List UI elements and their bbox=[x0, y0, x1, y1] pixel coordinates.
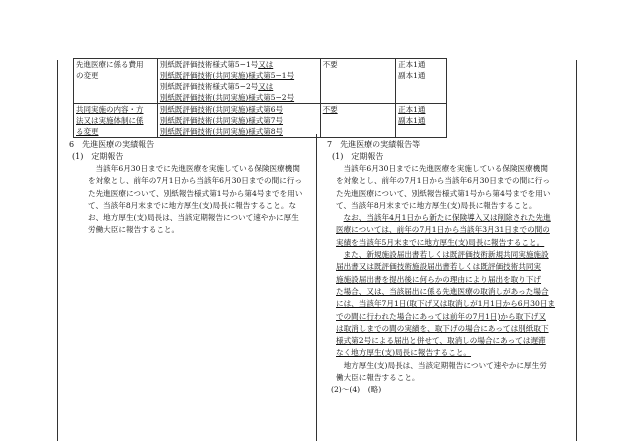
table-cell-line bbox=[160, 81, 318, 92]
right-section-body bbox=[331, 163, 556, 397]
table-cell-line: 不要 bbox=[322, 60, 338, 69]
table-cell-line: 不要 bbox=[322, 105, 338, 114]
form-cell bbox=[157, 104, 320, 138]
body-line: 医療については、前年の7月1日から当該年3月31日までの間の bbox=[336, 225, 550, 235]
table-cell-text: 別紙既評価技術様式第5−2号 bbox=[159, 82, 259, 91]
item-cell bbox=[74, 59, 158, 104]
copies-cell bbox=[396, 104, 447, 138]
body-line: を対象とし、前年の7月1日から当該年6月30日までの間に行っ bbox=[88, 176, 302, 186]
body-line: お、地方厚生(支)局長は、当該定期報告について速やかに厚生 bbox=[88, 213, 299, 223]
right-section-title: 7 先進医療の実績報告等 bbox=[327, 140, 421, 149]
body-line: て、当該年8月末までに地方厚生(支)局長に報告すること。 bbox=[336, 200, 537, 210]
body-line: 施施設届出書を提出後に何らかの理由により届出を取り下げ bbox=[336, 274, 542, 284]
column-divider-right bbox=[576, 60, 577, 441]
body-line: 当該年6月30日までに先進医療を実施している保険医療機関 bbox=[343, 164, 548, 173]
table-row bbox=[74, 59, 447, 104]
body-line: 実績を当該年5月末までに地方厚生(支)局長に報告すること。 bbox=[336, 237, 545, 247]
body-line: た先進医療について、別紙報告様式第1号から第4号までを用い bbox=[336, 188, 551, 198]
body-line: なお、当該年4月1日から新たに保険導入又は削除された先進 bbox=[343, 213, 551, 223]
body-line: なく地方厚生(支)局長に報告すること。 bbox=[336, 348, 472, 358]
body-line: 様式第2号による届出と併せて、取消しの場合にあっては遅滞 bbox=[336, 336, 546, 346]
table-cell-line: 先進医療に係る費用 bbox=[76, 60, 144, 69]
body-line: 当該年6月30日までに先進医療を実施している保険医療機関 bbox=[95, 164, 300, 173]
copies-cell bbox=[396, 59, 447, 104]
body-line: は取消しまでの間の実績を、取下げの場合にあっては別紙取下 bbox=[336, 323, 549, 333]
table-cell-line: 別紙既評価技術(共同実施)様式第6号 bbox=[159, 105, 284, 114]
table-cell-line: 別紙既評価技術(共同実施)様式第5−2号 bbox=[159, 93, 295, 102]
body-line: た先進医療について、別紙報告様式第1号から第4号までを用い bbox=[88, 188, 303, 198]
body-line: て、当該年8月末までに地方厚生(支)局長に報告すること。な bbox=[88, 200, 297, 210]
table-cell-line: 正本1通 bbox=[398, 60, 426, 69]
table-cell-line: 法又は実施体制に係 bbox=[76, 116, 144, 125]
table-cell-line: 別紙既評価技術(共同実施)様式第8号 bbox=[159, 127, 284, 136]
table-cell-line: 別紙既評価技術(共同実施)様式第7号 bbox=[159, 116, 284, 125]
requirements-table bbox=[73, 58, 447, 138]
attachment-cell bbox=[320, 59, 395, 104]
subsection-omitted-note: (2)～(4) (略) bbox=[331, 385, 382, 395]
table-cell-line: 副本1通 bbox=[398, 71, 426, 80]
table-cell-line: る変更 bbox=[76, 127, 99, 136]
table-cell-line: の変更 bbox=[76, 71, 99, 80]
column-divider-left bbox=[57, 60, 58, 441]
body-line: た場合、又は、当該届出に係る先進医療の取消しがあった場合 bbox=[336, 286, 549, 296]
body-line: には、当該年7月1日(取下げ又は取消しが1月1日から6月30日ま bbox=[336, 299, 556, 309]
table-cell-text: 別紙既評価技術様式第5−1号 bbox=[159, 60, 259, 69]
body-line: での間に行われた場合にあっては前年の7月1日)から取下げ又 bbox=[336, 311, 546, 321]
form-cell bbox=[157, 59, 320, 104]
table-row bbox=[74, 104, 447, 138]
body-line: 働大臣に報告すること。 bbox=[336, 373, 420, 383]
table-cell-text-underlined: 又は bbox=[258, 82, 274, 91]
table-cell-line: 正本1通 bbox=[398, 105, 426, 114]
column-divider-middle bbox=[316, 134, 317, 441]
table-cell-line bbox=[160, 59, 318, 70]
table-cell-line: 別紙既評価技術(共同実施)様式第5−1号 bbox=[159, 71, 295, 80]
body-line: を対象とし、前年の7月1日から当該年6月30日までの間に行っ bbox=[336, 176, 550, 186]
body-line: 地方厚生(支)局長は、当該定期報告について速やかに厚生労 bbox=[343, 360, 547, 370]
left-subsection-title: (1) 定期報告 bbox=[72, 152, 124, 161]
item-cell bbox=[74, 104, 158, 138]
attachment-cell bbox=[320, 104, 395, 138]
left-section-title: 6 先進医療の実績報告 bbox=[69, 140, 155, 149]
body-line: 届出書又は既評価技術施設届出書若しくは既評価技術共同実 bbox=[336, 262, 542, 272]
body-line: また、新規施設届出書若しくは既評価技術新規共同実施施設 bbox=[343, 250, 549, 260]
table-cell-text-underlined: 又は bbox=[258, 60, 274, 69]
right-subsection-title: (1) 定期報告 bbox=[332, 152, 384, 161]
left-section-body bbox=[88, 163, 302, 237]
body-line: 労働大臣に報告すること。 bbox=[88, 225, 180, 235]
table-cell-line: 副本1通 bbox=[398, 116, 426, 125]
table-cell-line: 共同実施の内容・方 bbox=[76, 105, 144, 114]
